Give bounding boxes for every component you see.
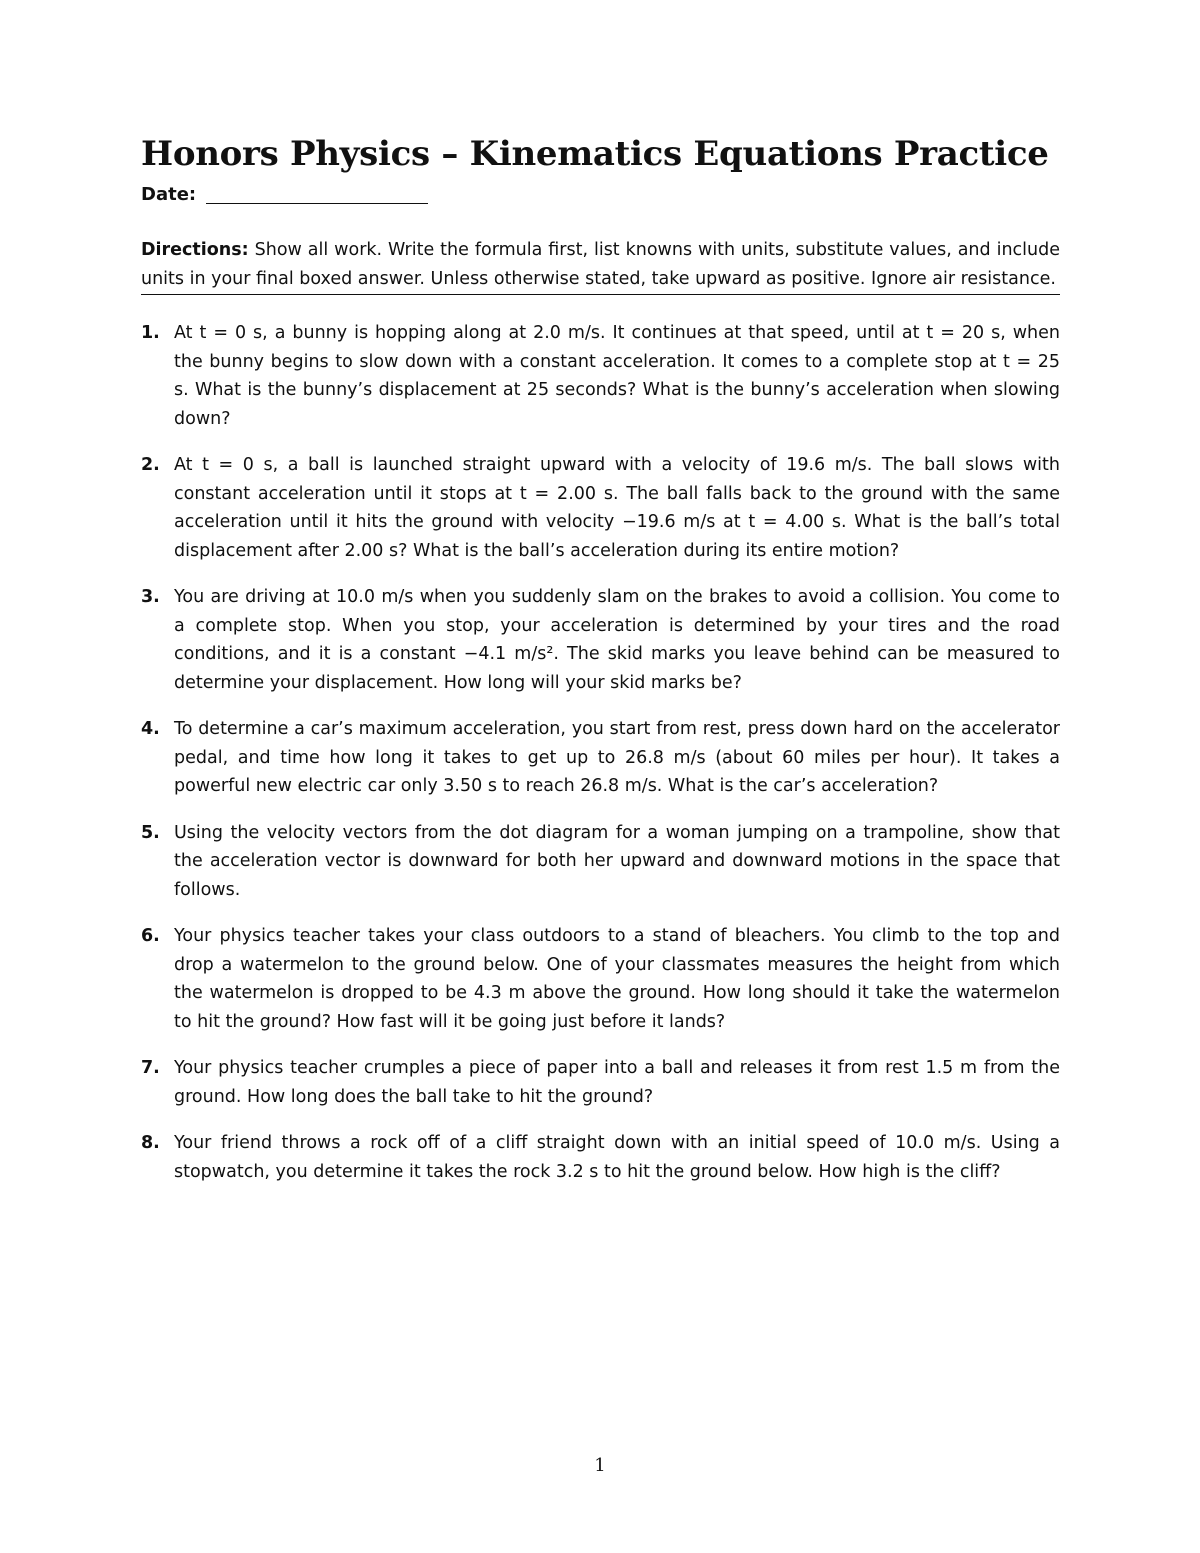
page-title: Honors Physics – Kinematics Equations Practice [141,134,1049,174]
problem-item [141,583,1060,697]
problem-number: 4. [141,719,160,739]
directions-text: Show all work. Write the formula first, list knowns with units, substitute values, and include units in your final boxed answer. Unless otherwise stated, take upward as positive. Ignore air resistance. [141,240,1060,289]
problem-text: At t = 0 s, a bunny is hopping along at 2.0 m/s. It continues at that speed, until at t = 20 s, when the bunny begins to slow down with a constant acceleration. It comes to a complete stop at t = 25 s. What is the bunny’s displacement at 25 seconds? What is the bunny’s acceleration when slowing down? [174,323,1060,429]
date-blank-line [206,185,428,204]
problem-text: Your physics teacher takes your class outdoors to a stand of bleachers. You climb to the top and drop a watermelon to the ground below. One of your classmates measures the height from which the watermelon is dropped to be 4.3 m above the ground. How long should it take the watermelon to hit the ground? How fast will it be going just before it lands? [174,926,1060,1032]
problem-number: 8. [141,1133,160,1153]
problem-number: 2. [141,455,160,475]
directions-label: Directions: [141,240,249,260]
problem-number: 7. [141,1058,160,1078]
page-number: 1 [594,1455,606,1476]
problem-item [141,451,1060,565]
problem-item [141,819,1060,905]
problem-text: To determine a car’s maximum acceleration, you start from rest, press down hard on the accelerator pedal, and time how long it takes to get up to 26.8 m/s (about 60 miles per hour). It takes a powerful new electric car only 3.50 s to reach 26.8 m/s. What is the car’s acceleration? [174,719,1060,796]
problem-item [141,319,1060,433]
problem-text: At t = 0 s, a ball is launched straight upward with a velocity of 19.6 m/s. The ball slows with constant acceleration until it stops at t = 2.00 s. The ball falls back to the ground with the same acceleration until it hits the ground with velocity −19.6 m/s at t = 4.00 s. What is the ball’s total displacement after 2.00 s? What is the ball’s acceleration during its entire motion? [174,455,1060,561]
problem-text: Your friend throws a rock off of a cliff straight down with an initial speed of 10.0 m/s. Using a stopwatch, you determine it takes the rock 3.2 s to hit the ground below. How high is the cliff? [174,1133,1060,1182]
problem-number: 6. [141,926,160,946]
directions-block [141,236,1060,295]
problem-item [141,1054,1060,1111]
worksheet-page [141,134,1060,1204]
problem-list [141,319,1060,1186]
problem-item [141,1129,1060,1186]
problem-text: You are driving at 10.0 m/s when you suddenly slam on the brakes to avoid a collision. You come to a complete stop. When you stop, your acceleration is determined by your tires and the road conditions, and it is a constant −4.1 m/s². The skid marks you leave behind can be measured to determine your displacement. How long will your skid marks be? [174,587,1060,693]
date-field [141,182,1060,208]
problem-text: Using the velocity vectors from the dot diagram for a woman jumping on a trampoline, show that the acceleration vector is downward for both her upward and downward motions in the space that follows. [174,822,1060,900]
problem-item [141,922,1060,1036]
date-label: Date: [141,184,197,205]
problem-number: 1. [141,323,160,343]
problem-number: 3. [141,587,160,607]
problem-text: Your physics teacher crumples a piece of paper into a ball and releases it from rest 1.5 m from the ground. How long does the ball take to hit the ground? [174,1058,1060,1107]
problem-number: 5. [141,822,160,843]
problem-item [141,715,1060,801]
